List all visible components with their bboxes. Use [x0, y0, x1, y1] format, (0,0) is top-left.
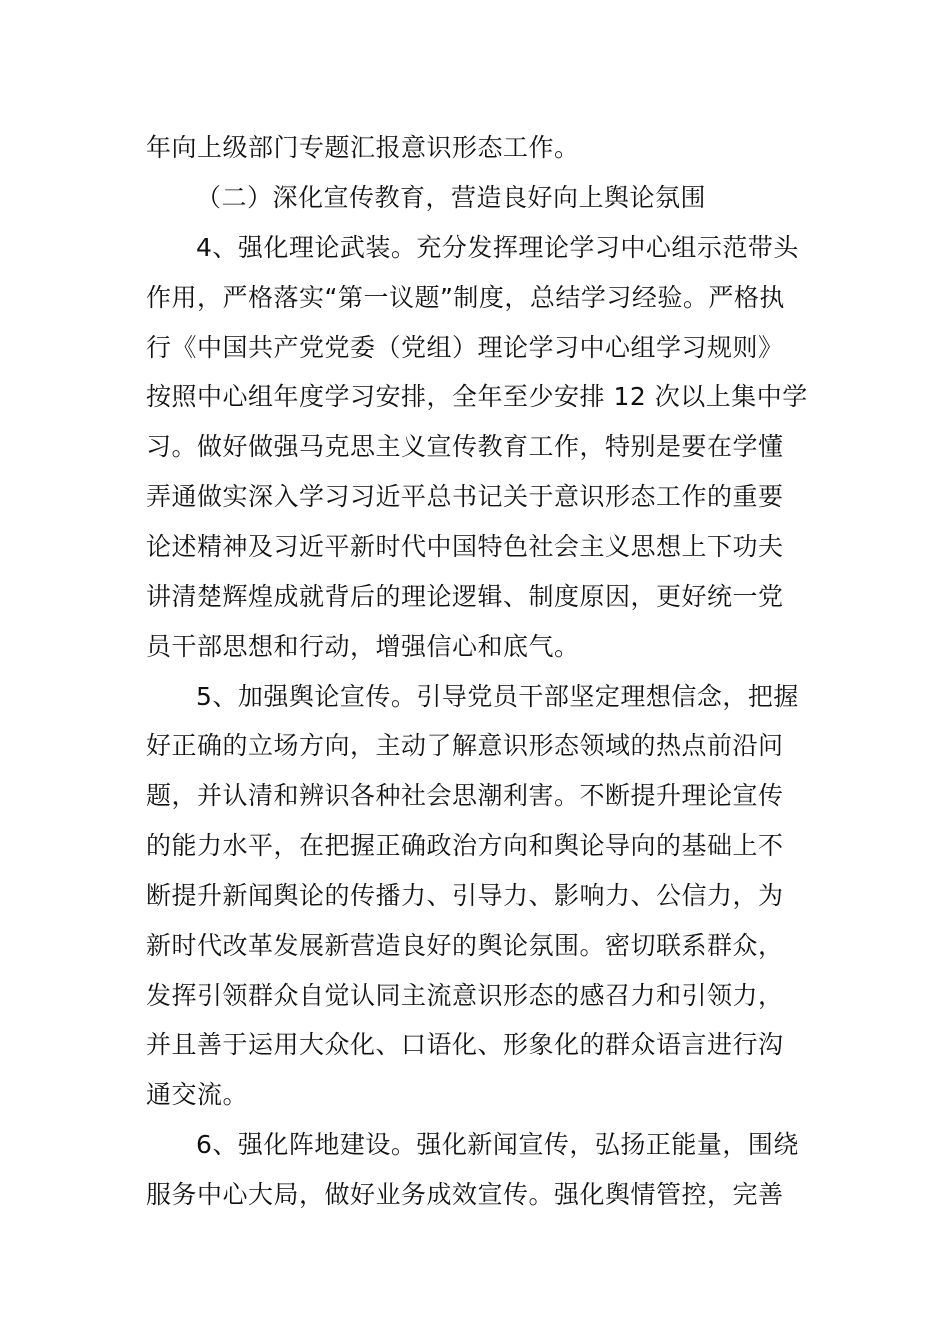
body-text-line: 行《中国共产党党委（党组）理论学习中心组学习规则》	[146, 333, 784, 362]
body-text-line: 习。做好做强马克思主义宣传教育工作，特别是要在学懂	[146, 432, 784, 461]
body-text-line: 发挥引领群众自觉认同主流意识形态的感召力和引领力，	[146, 981, 784, 1010]
body-text-line: 弄通做实深入学习习近平总书记关于意识形态工作的重要	[146, 482, 784, 511]
body-text-line: 好正确的立场方向，主动了解意识形态领域的热点前沿问	[146, 731, 784, 760]
body-text-line: 题，并认清和辨识各种社会思潮利害。不断提升理论宣传	[146, 781, 784, 810]
section-heading: （二）深化宣传教育，营造良好向上舆论氛围	[196, 183, 707, 212]
body-text-line: 的能力水平，在把握正确政治方向和舆论导向的基础上不	[146, 831, 784, 860]
body-text-line: 论述精神及习近平新时代中国特色社会主义思想上下功夫	[146, 532, 784, 561]
paragraph-5-first-line: 5、加强舆论宣传。引导党员干部坚定理想信念，把握	[196, 682, 799, 711]
body-text-line: 作用，严格落实“第一议题”制度，总结学习经验。严格执	[146, 283, 785, 312]
paragraph-6-first-line: 6、强化阵地建设。强化新闻宣传，弘扬正能量，围绕	[196, 1130, 799, 1159]
body-text-line: 员干部思想和行动，增强信心和底气。	[146, 632, 580, 661]
paragraph-4-first-line: 4、强化理论武装。充分发挥理论学习中心组示范带头	[196, 233, 799, 262]
body-text-line: 并且善于运用大众化、口语化、形象化的群众语言进行沟	[146, 1030, 784, 1059]
body-text-line: 讲清楚辉煌成就背后的理论逻辑、制度原因，更好统一党	[146, 582, 784, 611]
body-text-line: 新时代改革发展新营造良好的舆论氛围。密切联系群众，	[146, 931, 784, 960]
body-text-line: 服务中心大局，做好业务成效宣传。强化舆情管控，完善	[146, 1180, 784, 1209]
body-text-line: 通交流。	[146, 1080, 249, 1109]
body-text-line: 按照中心组年度学习安排，全年至少安排 12 次以上集中学	[146, 382, 808, 411]
body-text-line: 断提升新闻舆论的传播力、引导力、影响力、公信力，为	[146, 881, 784, 910]
body-text-line: 年向上级部门专题汇报意识形态工作。	[146, 133, 580, 162]
